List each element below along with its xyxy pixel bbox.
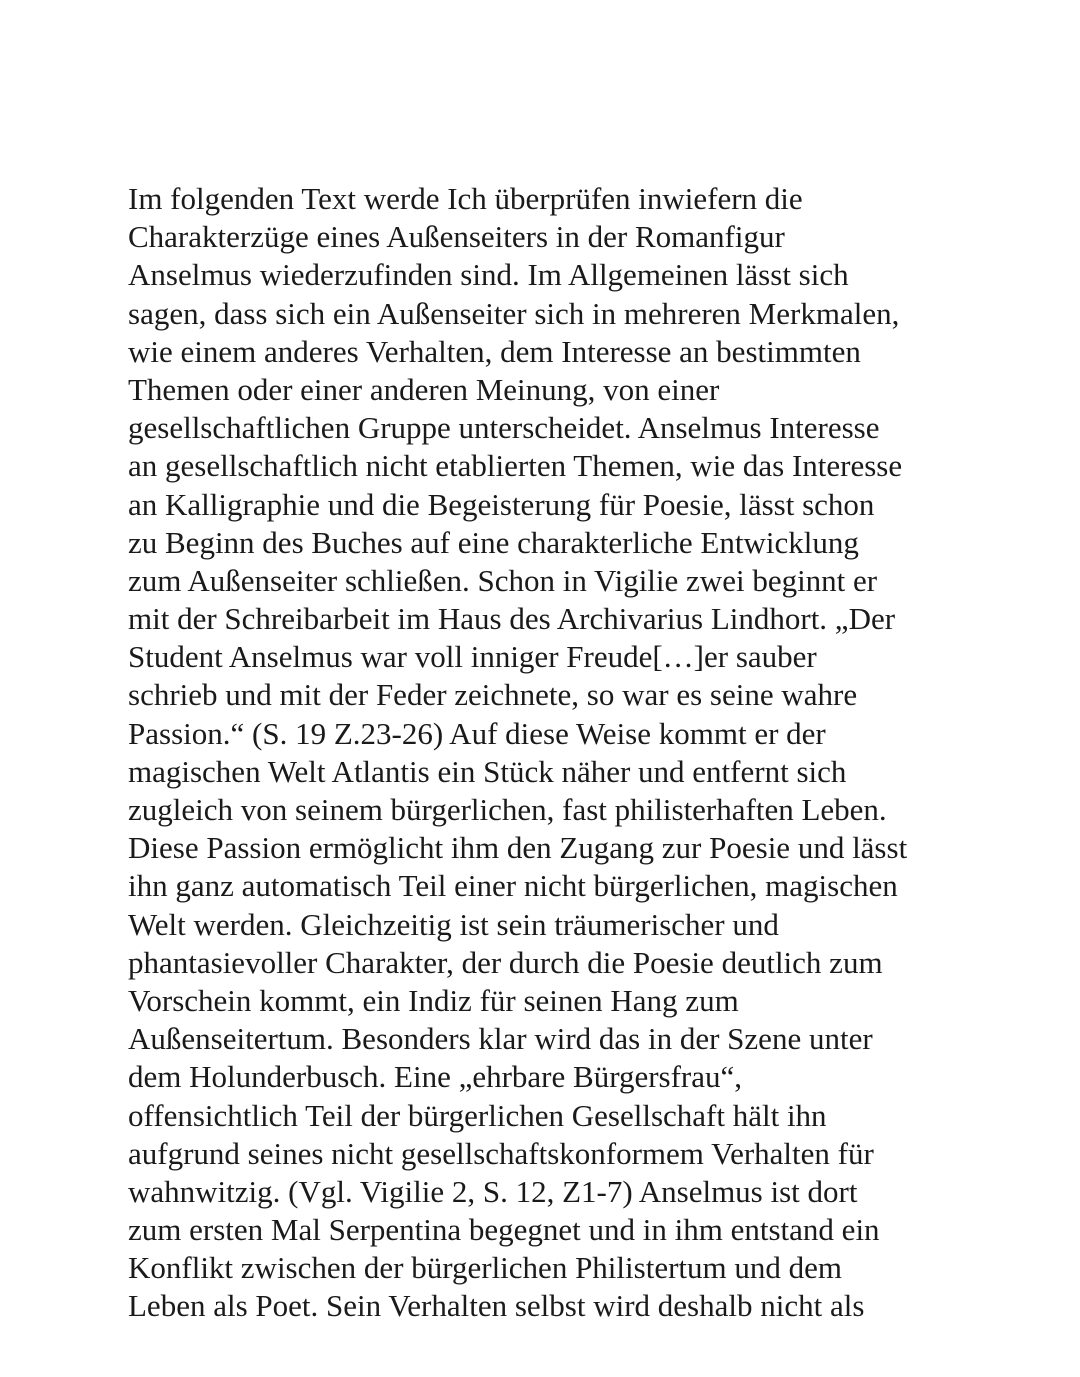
text-line: an Kalligraphie und die Begeisterung für Poesie, lässt schon xyxy=(128,486,875,522)
text-line: Anselmus wiederzufinden sind. Im Allgemeinen lässt sich xyxy=(128,257,849,293)
text-line: Welt werden. Gleichzeitig ist sein träumerischer und xyxy=(128,906,779,942)
text-line: aufgrund seines nicht gesellschaftskonformem Verhalten für xyxy=(128,1135,874,1171)
text-line: Themen oder einer anderen Meinung, von einer xyxy=(128,371,720,407)
text-line: mit der Schreibarbeit im Haus des Archivarius Lindhort. „Der xyxy=(128,601,896,637)
text-line: Passion.“ (S. 19 Z.23-26) Auf diese Weise kommt er der xyxy=(128,715,826,751)
text-line: Vorschein kommt, ein Indiz für seinen Hang zum xyxy=(128,982,739,1018)
text-line: Charakterzüge eines Außenseiters in der Romanfigur xyxy=(128,219,785,255)
text-line: wahnwitzig. (Vgl. Vigilie 2, S. 12, Z1-7) Anselmus ist dort xyxy=(128,1173,858,1209)
body-text xyxy=(128,180,988,1326)
text-line: dem Holunderbusch. Eine „ehrbare Bürgersfrau“, xyxy=(128,1059,743,1095)
text-line: zum Außenseiter schließen. Schon in Vigilie zwei beginnt er xyxy=(128,562,878,598)
text-line: Leben als Poet. Sein Verhalten selbst wird deshalb nicht als xyxy=(128,1288,865,1324)
text-line: magischen Welt Atlantis ein Stück näher und entfernt sich xyxy=(128,753,847,789)
text-line: Im folgenden Text werde Ich überprüfen inwiefern die xyxy=(128,181,803,216)
text-line: phantasievoller Charakter, der durch die Poesie deutlich zum xyxy=(128,944,883,980)
text-line: wie einem anderes Verhalten, dem Interesse an bestimmten xyxy=(128,333,861,369)
text-line: zu Beginn des Buches auf eine charakterliche Entwicklung xyxy=(128,524,859,560)
text-line: Student Anselmus war voll inniger Freude[…]er sauber xyxy=(128,639,817,675)
text-line: schrieb und mit der Feder zeichnete, so war es seine wahre xyxy=(128,677,858,713)
text-line: Konflikt zwischen der bürgerlichen Philistertum und dem xyxy=(128,1250,842,1286)
text-line: ihn ganz automatisch Teil einer nicht bürgerlichen, magischen xyxy=(128,868,898,904)
text-line: zugleich von seinem bürgerlichen, fast philisterhaften Leben. xyxy=(128,792,887,827)
text-line: gesellschaftlichen Gruppe unterscheidet. Anselmus Interesse xyxy=(128,410,880,446)
text-line: offensichtlich Teil der bürgerlichen Gesellschaft hält ihn xyxy=(128,1097,827,1133)
text-line: an gesellschaftlich nicht etablierten Themen, wie das Interesse xyxy=(128,448,903,484)
text-line: zum ersten Mal Serpentina begegnet und in ihm entstand ein xyxy=(128,1212,880,1248)
text-line: Diese Passion ermöglicht ihm den Zugang zur Poesie und lässt xyxy=(128,830,908,866)
text-line: sagen, dass sich ein Außenseiter sich in mehreren Merkmalen, xyxy=(128,295,900,331)
text-line: Außenseitertum. Besonders klar wird das in der Szene unter xyxy=(128,1021,873,1057)
